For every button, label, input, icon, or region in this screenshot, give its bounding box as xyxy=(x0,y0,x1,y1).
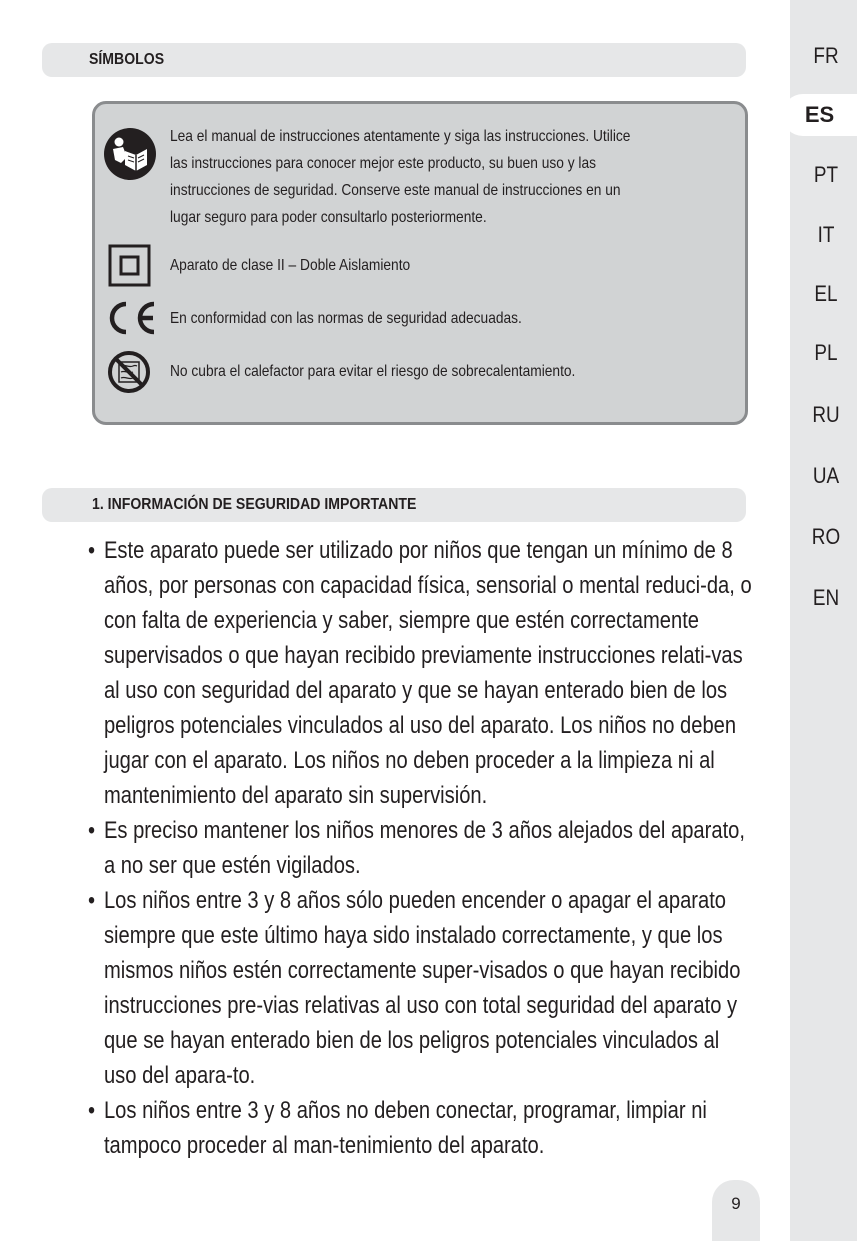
class-ii-double-insulation-icon xyxy=(108,244,151,287)
bullet-marker: • xyxy=(88,817,96,844)
symbols-section-title: SÍMBOLOS xyxy=(89,51,165,68)
list-item-line: siempre que este último haya sido instalado correctamente, y que los xyxy=(103,922,723,949)
read-manual-icon xyxy=(103,127,157,181)
read-manual-description xyxy=(170,123,630,231)
page-number: 9 xyxy=(712,1180,760,1241)
ce-mark-description: En conformidad con las normas de seguridad adecuadas. xyxy=(170,310,522,327)
lang-tab-pt[interactable]: PT xyxy=(813,162,839,187)
list-item xyxy=(88,533,752,813)
lang-tab-pl[interactable]: PL xyxy=(814,340,838,365)
do-not-cover-icon xyxy=(107,350,151,394)
list-item-line: uso del apara-to. xyxy=(103,1062,256,1089)
safety-bullet-list xyxy=(88,533,752,1163)
list-item-line: jugar con el aparato. Los niños no deben proceder a la limpieza ni al xyxy=(103,747,715,774)
list-item-line: tampoco proceder al man-tenimiento del aparato. xyxy=(103,1132,545,1159)
symbol-text-line: instrucciones de seguridad. Conserve este manual de instrucciones en un xyxy=(170,182,621,199)
list-item-line: Es preciso mantener los niños menores de 3 años alejados del aparato, xyxy=(103,817,745,844)
symbol-text-line: las instrucciones para conocer mejor este producto, su buen uso y las xyxy=(170,155,597,172)
list-item-line: con falta de experiencia y saber, siempre que estén correctamente xyxy=(103,607,700,634)
do-not-cover-description: No cubra el calefactor para evitar el riesgo de sobrecalentamiento. xyxy=(170,363,576,380)
lang-tab-ru[interactable]: RU xyxy=(812,402,840,427)
list-item-line: peligros potenciales vinculados al uso del aparato. Los niños no deben xyxy=(103,712,737,739)
symbols-section-header xyxy=(42,43,746,77)
lang-tab-it[interactable]: IT xyxy=(817,222,835,247)
lang-tab-fr[interactable]: FR xyxy=(813,43,839,68)
symbol-text-line: lugar seguro para poder consultarlo posteriormente. xyxy=(170,209,487,226)
safety-section-header xyxy=(42,488,746,522)
list-item-line: que se hayan enterado bien de los peligros potenciales vinculados al xyxy=(103,1027,720,1054)
bullet-marker: • xyxy=(88,887,96,914)
lang-tab-el[interactable]: EL xyxy=(814,281,838,306)
lang-tab-ua[interactable]: UA xyxy=(812,463,840,488)
bullet-marker: • xyxy=(88,1097,96,1124)
language-sidebar xyxy=(790,0,857,1241)
lang-tab-en[interactable]: EN xyxy=(812,585,840,610)
list-item-line: mantenimiento del aparato sin supervisión. xyxy=(103,782,488,809)
lang-tab-ro[interactable]: RO xyxy=(811,524,841,549)
list-item xyxy=(88,1093,726,1163)
list-item-line: Los niños entre 3 y 8 años sólo pueden encender o apagar el aparato xyxy=(103,887,727,914)
list-item-line: Los niños entre 3 y 8 años no deben conectar, programar, limpiar ni xyxy=(103,1097,707,1124)
list-item xyxy=(88,813,745,883)
list-item xyxy=(88,883,741,1093)
ce-mark-icon xyxy=(104,300,158,336)
list-item-line: mismos niños estén correctamente super-visados o que hayan recibido xyxy=(103,957,741,984)
list-item-line: al uso con seguridad del aparato y que se hayan enterado bien de los xyxy=(103,677,728,704)
safety-section-title: 1. INFORMACIÓN DE SEGURIDAD IMPORTANTE xyxy=(92,496,417,513)
list-item-line: años, por personas con capacidad física, sensorial o mental reduci-da, o xyxy=(103,572,752,599)
symbol-text-line: Lea el manual de instrucciones atentamente y siga las instrucciones. Utilice xyxy=(170,128,631,145)
list-item-line: Este aparato puede ser utilizado por niños que tengan un mínimo de 8 xyxy=(103,537,733,564)
list-item-line: supervisados o que hayan recibido previamente instrucciones relati-vas xyxy=(103,642,743,669)
list-item-line: instrucciones pre-vias relativas al uso con total seguridad del aparato y xyxy=(103,992,738,1019)
list-item-line: a no ser que estén vigilados. xyxy=(103,852,361,879)
bullet-marker: • xyxy=(88,537,96,564)
class-ii-description: Aparato de clase II – Doble Aislamiento xyxy=(170,257,411,274)
lang-tab-es[interactable]: ES xyxy=(782,94,857,136)
